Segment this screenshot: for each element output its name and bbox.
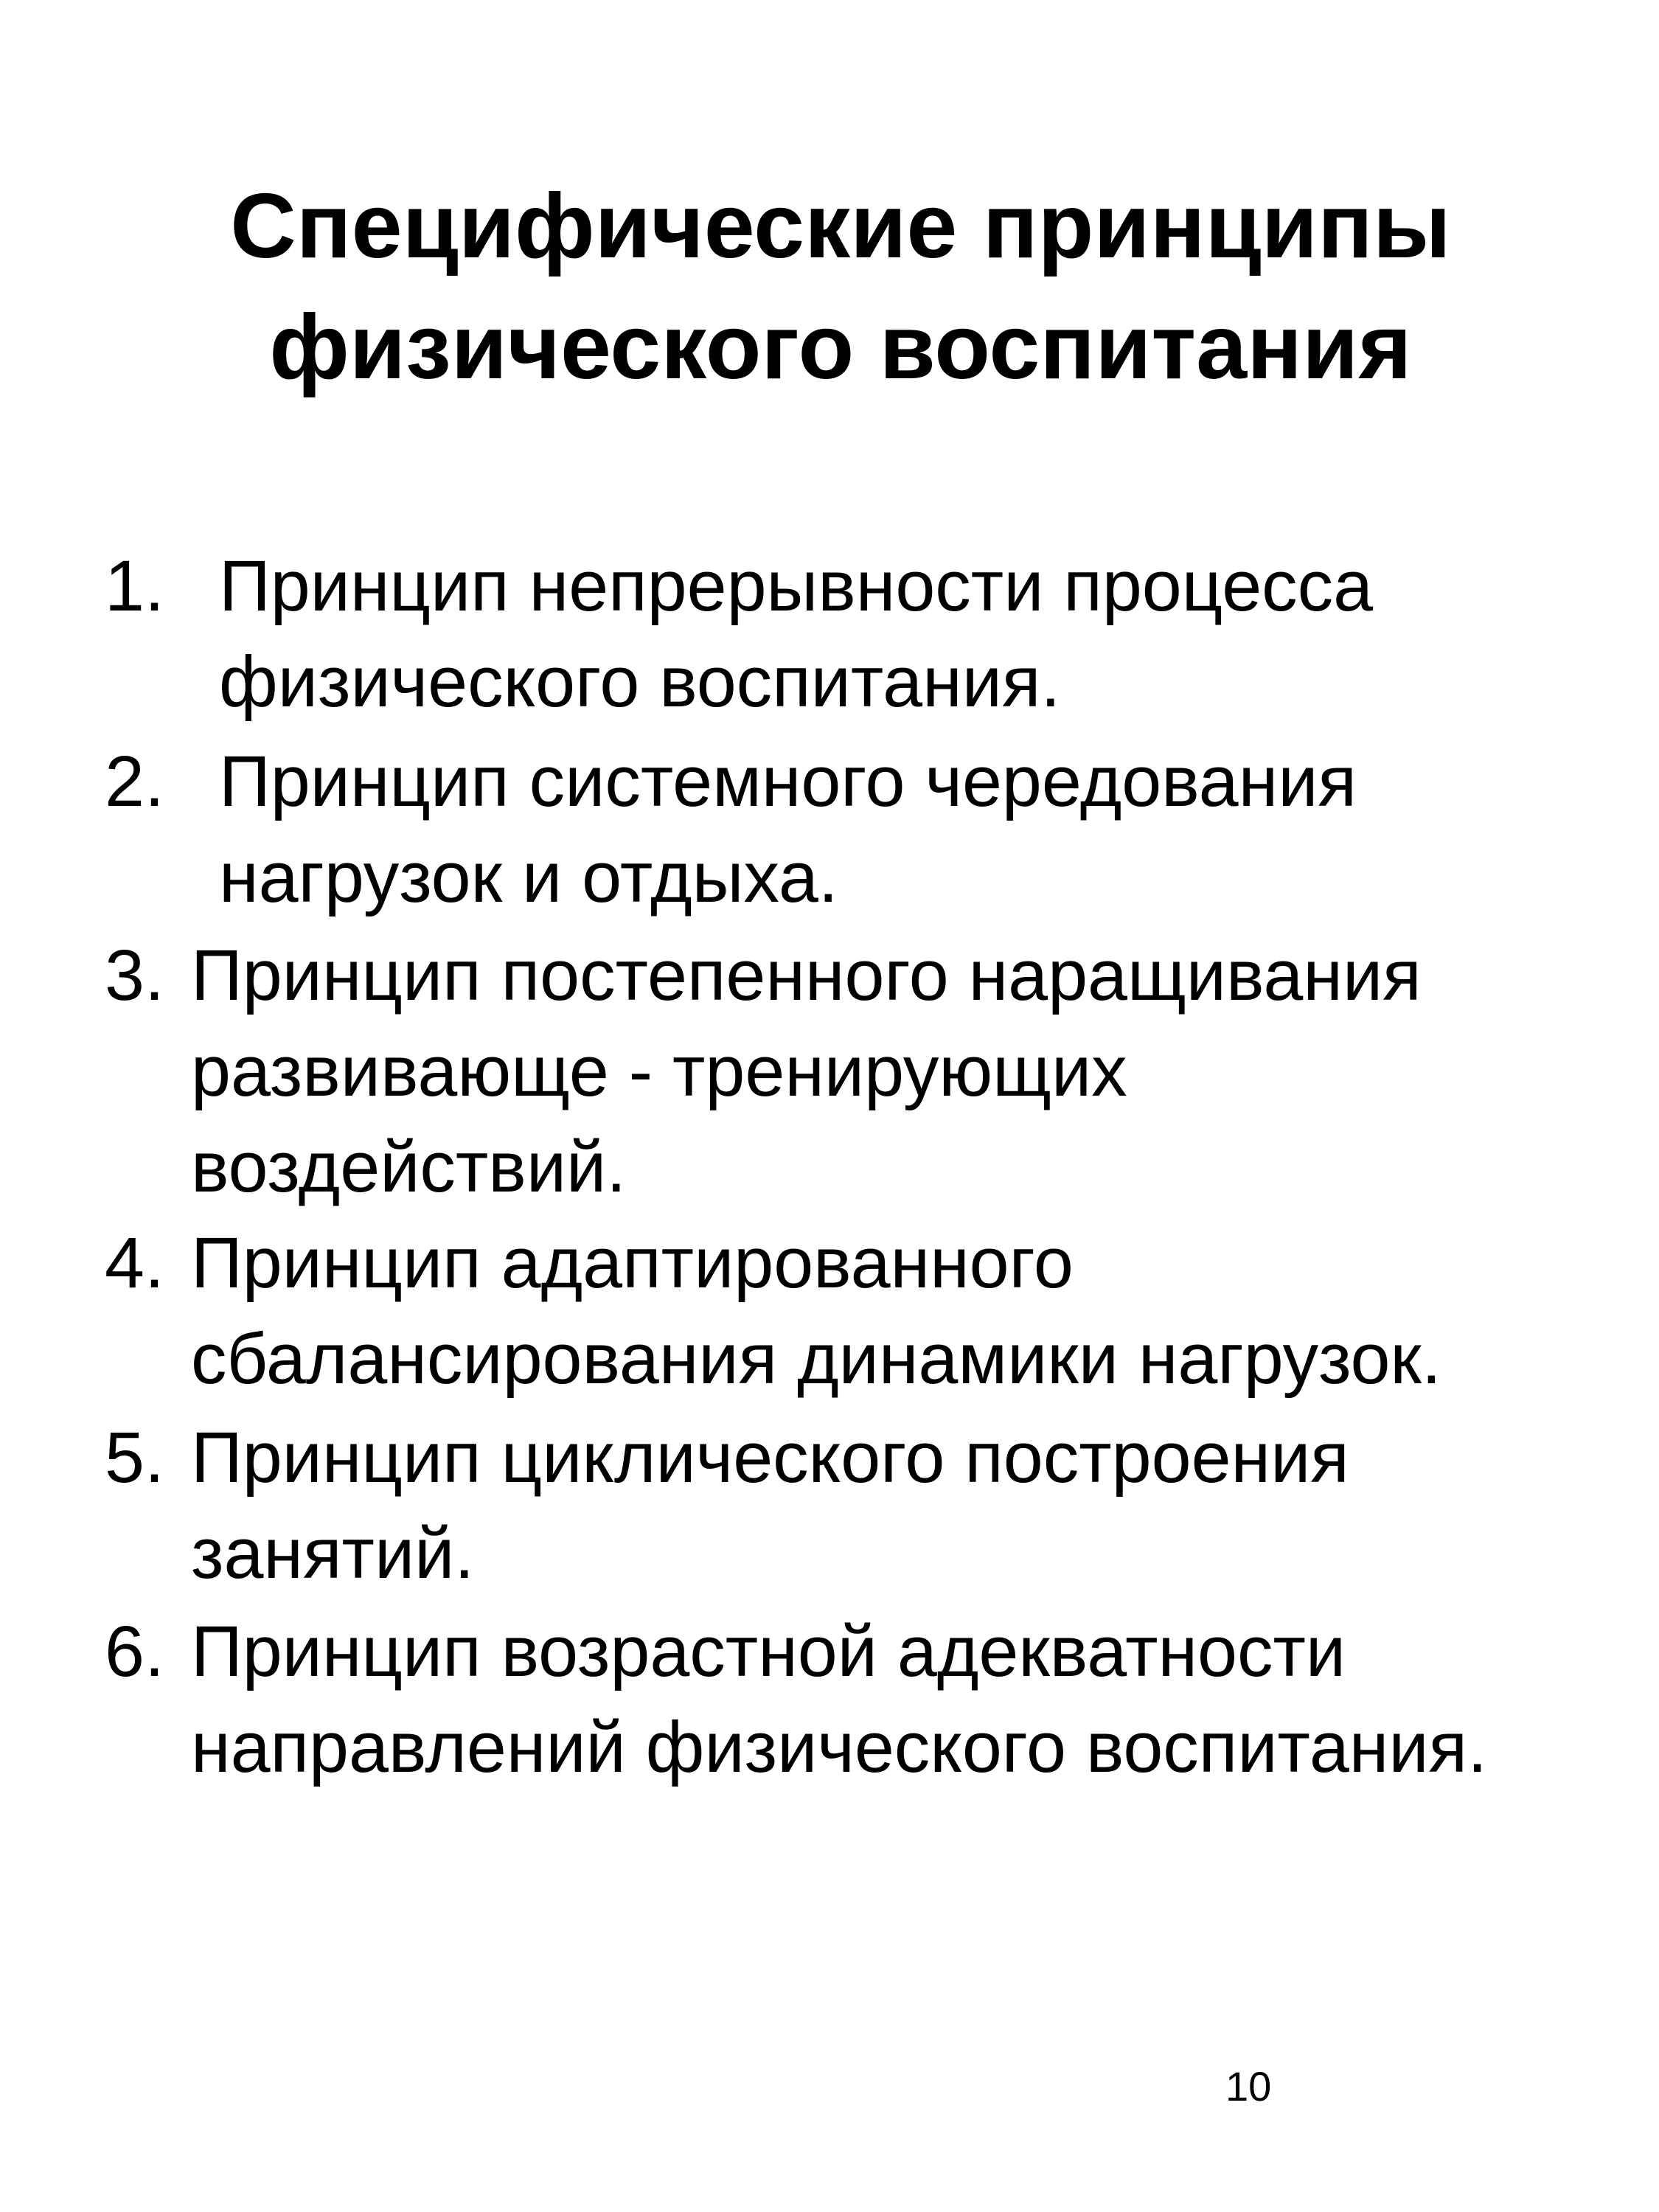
item-number: 4. (105, 1222, 164, 1303)
item-text-line: физического воспитания. (219, 641, 1061, 722)
item-text-line: нагрузок и отдыха. (219, 837, 838, 917)
item-text-line: Принцип непрерывности процесса (219, 546, 1374, 626)
item-text-line: занятий. (191, 1513, 475, 1593)
slide-title-line: Специфические принципы (230, 175, 1451, 277)
item-text (219, 734, 1579, 925)
item-text-line: Принцип адаптированного (191, 1222, 1074, 1303)
page-number: 10 (1225, 2063, 1272, 2110)
principle-item-4 (105, 1215, 1579, 1407)
principle-item-2 (105, 734, 1579, 925)
principle-item-3 (105, 928, 1579, 1215)
item-text (219, 538, 1579, 730)
item-number: 1. (105, 546, 164, 626)
item-text (191, 1215, 1579, 1407)
item-number: 5. (105, 1417, 164, 1498)
item-number: 2. (105, 741, 164, 821)
item-text-line: Принцип возрастной адекватности (191, 1611, 1346, 1691)
item-text-line: направлений физического воспитания. (191, 1707, 1488, 1787)
item-text-line: воздействий. (191, 1127, 627, 1207)
slide-title-line: физического воспитания (269, 296, 1412, 398)
item-text-line: Принцип постепенного наращивания (191, 935, 1422, 1015)
item-text-line: развивающе - тренирующих (191, 1031, 1127, 1111)
item-number: 6. (105, 1611, 164, 1691)
item-text-line: Принцип системного чередования (219, 741, 1357, 821)
principle-item-1 (105, 538, 1579, 730)
item-text-line: Принцип циклического построения (191, 1417, 1349, 1498)
slide-title (111, 166, 1571, 408)
principle-item-5 (105, 1410, 1579, 1601)
item-text-line: сбалансирования динамики нагрузок. (191, 1318, 1441, 1399)
item-text (191, 928, 1579, 1215)
item-text (191, 1410, 1579, 1601)
principle-item-6 (105, 1604, 1579, 1795)
item-number: 3. (105, 935, 164, 1015)
item-text (191, 1604, 1579, 1795)
